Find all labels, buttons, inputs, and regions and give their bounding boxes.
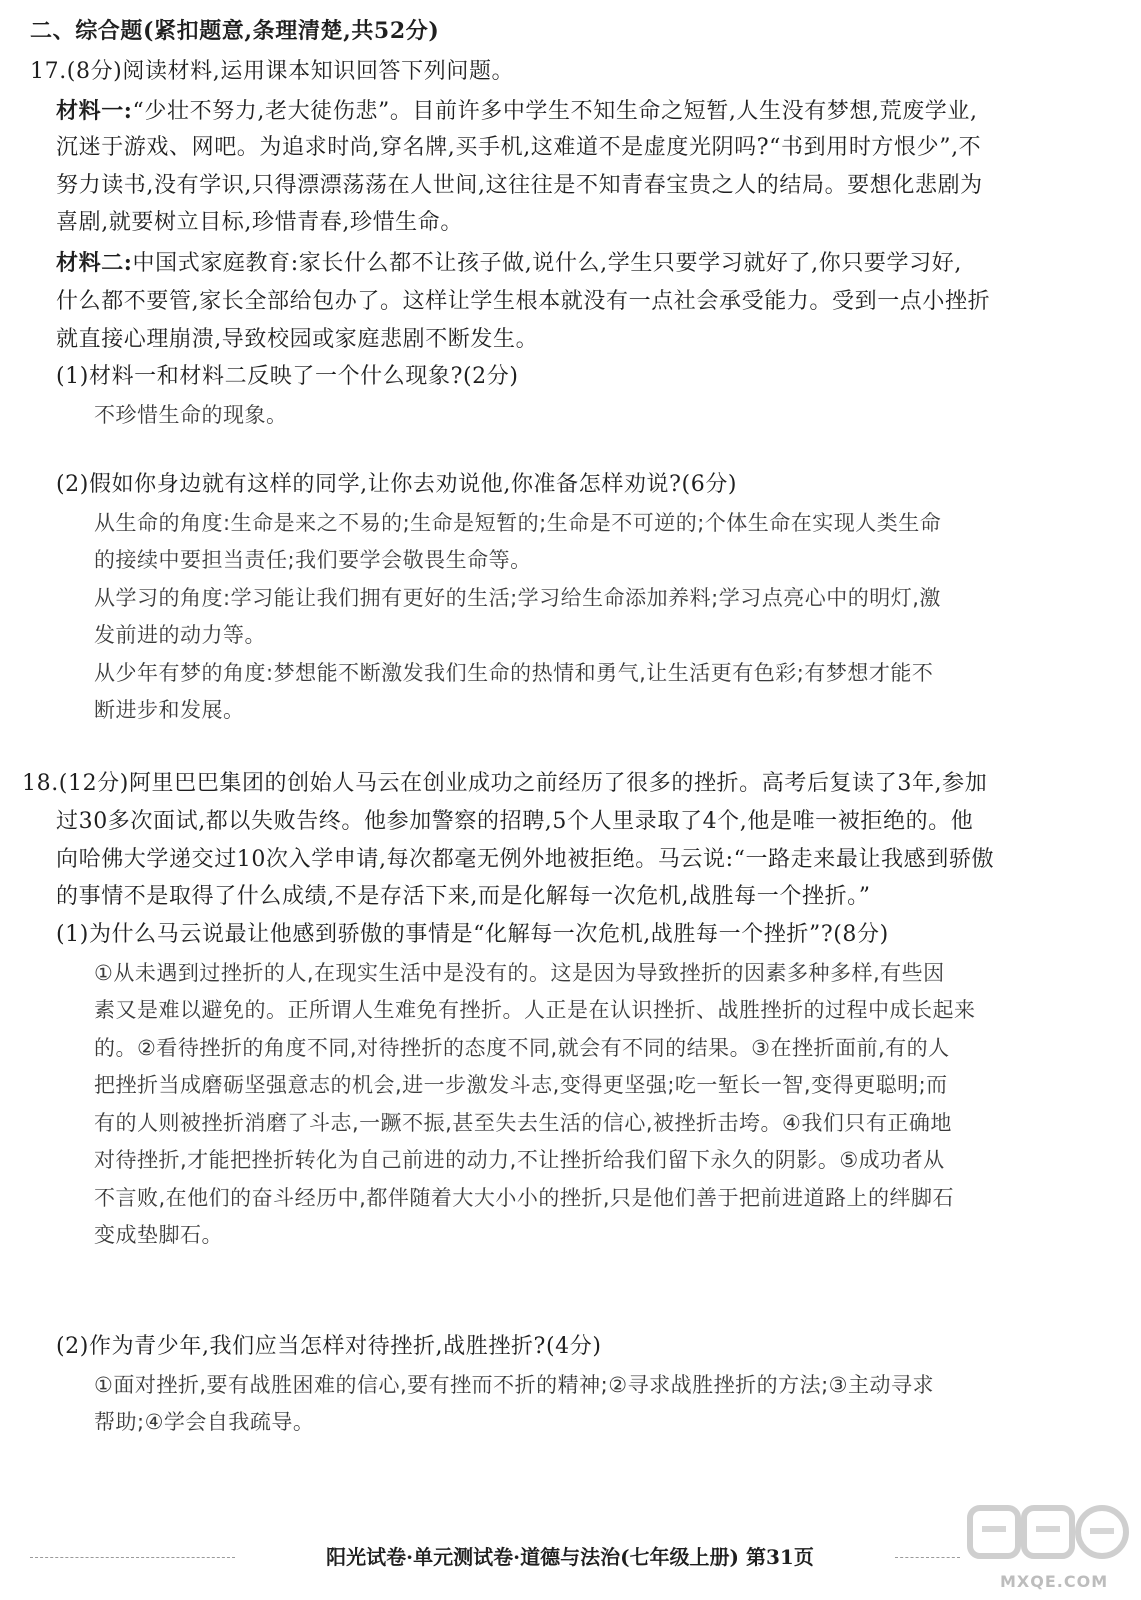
material-1-line: 沉迷于游戏、网吧。为追求时尚,穿名牌,买手机,这难道不是虚度光阴吗?“书到用时方恨少”,不 [56,135,982,160]
material-1-label: 材料一: [56,98,133,124]
answer-line: 把挫折当成磨砺坚强意志的机会,进一步激发斗志,变得更坚强;吃一堑长一智,变得更聪明;而 [94,1073,948,1097]
material-1-line: 努力读书,没有学识,只得漂漂荡荡在人世间,这往往是不知青春宝贵之人的结局。要想化悲剧为 [56,173,983,198]
answer-line: 从少年有梦的角度:梦想能不断激发我们生命的热情和勇气,让生活更有色彩;有梦想才能不 [94,661,934,685]
q17-stem: 17.(8分)阅读材料,运用课本知识回答下列问题。 [30,59,515,84]
answer-line: 断进步和发展。 [94,698,245,722]
footer-rule-left [30,1557,235,1558]
q18-sub1-question: (1)为什么马云说最让他感到骄傲的事情是“化解每一次危机,战胜每一个挫折”?(8分) [56,922,889,947]
q17-sub1-answer: 不珍惜生命的现象。 [94,403,288,427]
q18-sub2-question: (2)作为青少年,我们应当怎样对待挫折,战胜挫折?(4分) [56,1334,602,1359]
q17-sub1-question: (1)材料一和材料二反映了一个什么现象?(2分) [56,364,519,389]
answer-line: ①从未遇到过挫折的人,在现实生活中是没有的。这是因为导致挫折的因素多种多样,有些因 [94,961,945,985]
watermark-text: MXQE.COM [1000,1572,1109,1591]
section-heading: 二、综合题(紧扣题意,条理清楚,共52分) [30,18,440,44]
answer-line: 从学习的角度:学习能让我们拥有更好的生活;学习给生命添加养料;学习点亮心中的明灯,激 [94,586,941,610]
answer-line: 变成垫脚石。 [94,1223,223,1247]
material-2-label: 材料二: [56,250,133,276]
answer-line: 素又是难以避免的。正所谓人生难免有挫折。人正是在认识挫折、战胜挫折的过程中成长起来 [94,998,976,1022]
material-1-line: 喜剧,就要树立目标,珍惜青春,珍惜生命。 [56,210,463,235]
answer-line: 的接续中要担当责任;我们要学会敬畏生命等。 [94,548,532,572]
answer-line: 有的人则被挫折消磨了斗志,一蹶不振,甚至失去生活的信心,被挫折击垮。④我们只有正确地 [94,1111,952,1135]
material-2-line: 中国式家庭教育:家长什么都不让孩子做,说什么,学生只要学习就好了,你只要学习好, [132,251,962,276]
answer-line: ①面对挫折,要有战胜困难的信心,要有挫而不折的精神;②寻求战胜挫折的方法;③主动寻求 [94,1373,934,1397]
answer-line: 对待挫折,才能把挫折转化为自己前进的动力,不让挫折给我们留下永久的阴影。⑤成功者从 [94,1148,945,1172]
answer-line: 从生命的角度:生命是来之不易的;生命是短暂的;生命是不可逆的;个体生命在实现人类生命 [94,511,942,535]
answer-line: 帮助;④学会自我疏导。 [94,1410,315,1434]
answer-line: 的。②看待挫折的角度不同,对待挫折的态度不同,就会有不同的结果。③在挫折面前,有的人 [94,1036,950,1060]
material-2-line: 什么都不要管,家长全部给包办了。这样让学生根本就没有一点社会承受能力。受到一点小挫折 [56,289,991,314]
answer-line: 发前进的动力等。 [94,623,266,647]
material-1-line: “少壮不努力,老大徒伤悲”。目前许多中学生不知生命之短暂,人生没有梦想,荒废学业, [132,99,978,124]
q18-stem-line: 过30多次面试,都以失败告终。他参加警察的招聘,5个人里录取了4个,他是唯一被拒绝的。他 [56,809,974,834]
page-footer: 阳光试卷·单元测试卷·道德与法治(七年级上册) 第31页 [326,1545,814,1569]
q18-stem-line: 向哈佛大学递交过10次入学申请,每次都毫无例外地被拒绝。马云说:“一路走来最让我感到骄傲 [56,847,995,872]
q18-stem-line: 的事情不是取得了什么成绩,不是存活下来,而是化解每一次危机,战胜每一个挫折。” [56,884,871,909]
q17-sub2-question: (2)假如你身边就有这样的同学,让你去劝说他,你准备怎样劝说?(6分) [56,472,738,497]
footer-rule-right [895,1557,960,1558]
answer-line: 不言败,在他们的奋斗经历中,都伴随着大大小小的挫折,只是他们善于把前进道路上的绊脚石 [94,1186,955,1210]
q18-stem-line: 18.(12分)阿里巴巴集团的创始人马云在创业成功之前经历了很多的挫折。高考后复读了3年,参加 [22,771,988,796]
material-2-line: 就直接心理崩溃,导致校园或家庭悲剧不断发生。 [56,327,539,352]
